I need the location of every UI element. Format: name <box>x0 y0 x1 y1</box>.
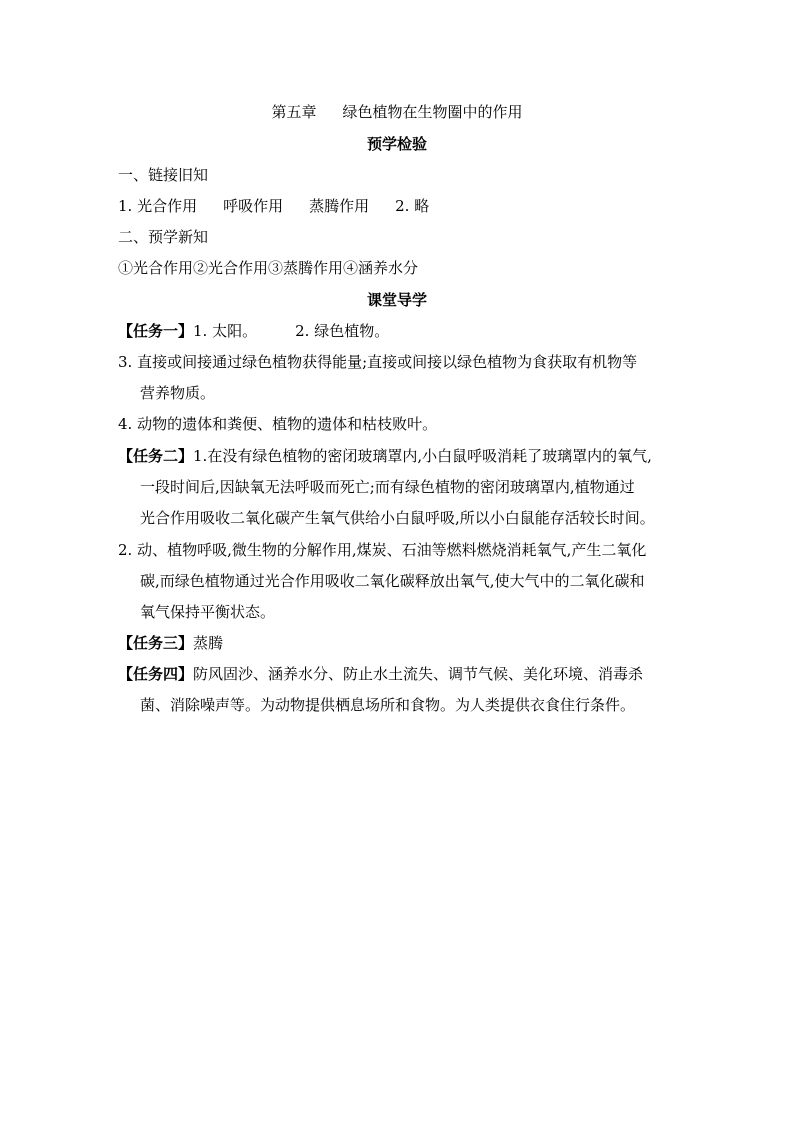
part1-title: 一、链接旧知 <box>118 166 209 184</box>
chapter-number: 第五章 <box>271 103 317 121</box>
task2-text: 1.在没有绿色植物的密闭玻璃罩内,小白鼠呼吸消耗了玻璃罩内的氧气, <box>193 447 652 465</box>
section-heading-class: 课堂导学 <box>366 291 427 309</box>
task4-text: 防风固沙、涵养水分、防止水土流失、调节气候、美化环境、消毒杀 <box>193 665 644 683</box>
task2-line3: 光合作用吸收二氧化碳产生氧气供给小白鼠呼吸,所以小白鼠能存活较长时间。 <box>140 509 655 527</box>
task1 <box>118 321 389 341</box>
task1-label: 【任务一】 <box>118 322 194 340</box>
task2-item2-line2: 碳,而绿色植物通过光合作用吸收二氧化碳释放出氧气,使大气中的二氧化碳和 <box>140 572 645 590</box>
task2-label: 【任务二】 <box>118 447 194 465</box>
task3 <box>118 633 223 653</box>
chapter-name: 绿色植物在生物圈中的作用 <box>342 103 523 121</box>
part1-answers <box>118 196 429 216</box>
item3-line2: 营养物质。 <box>140 384 216 402</box>
item3-line1: 3. 直接或间接通过绿色植物获得能量;直接或间接以绿色植物为食获取有机物等 <box>118 353 638 371</box>
answer-item: 蒸腾作用 <box>309 197 370 215</box>
task4-line2: 菌、消除噪声等。为动物提供栖息场所和食物。为人类提供衣食住行条件。 <box>140 696 636 714</box>
task3-label: 【任务三】 <box>118 634 194 652</box>
item4: 4. 动物的遗体和粪便、植物的遗体和枯枝败叶。 <box>118 415 438 433</box>
answer-item: 2. 略 <box>395 197 430 215</box>
task1-answer-b: 2. 绿色植物。 <box>295 322 390 340</box>
task1-answer-a: 1. 太阳。 <box>193 322 258 340</box>
task2-line2: 一段时间后,因缺氧无法呼吸而死亡;而有绿色植物的密闭玻璃罩内,植物通过 <box>140 478 635 496</box>
task2-item2-line3: 氧气保持平衡状态。 <box>140 603 276 621</box>
task4-label: 【任务四】 <box>118 665 194 683</box>
answer-item: 呼吸作用 <box>223 197 284 215</box>
task2-item2-line1: 2. 动、植物呼吸,微生物的分解作用,煤炭、石油等燃料燃烧消耗氧气,产生二氧化 <box>118 541 647 559</box>
part2-title: 二、预学新知 <box>118 228 209 246</box>
task3-answer: 蒸腾 <box>193 634 224 652</box>
part2-answer: ①光合作用②光合作用③蒸腾作用④涵养水分 <box>118 259 419 277</box>
chapter-title <box>0 102 794 122</box>
answer-item: 1. 光合作用 <box>118 197 198 215</box>
task2-line1 <box>118 446 652 466</box>
section-heading-preview: 预学检验 <box>366 135 427 153</box>
task4-line1 <box>118 664 643 684</box>
